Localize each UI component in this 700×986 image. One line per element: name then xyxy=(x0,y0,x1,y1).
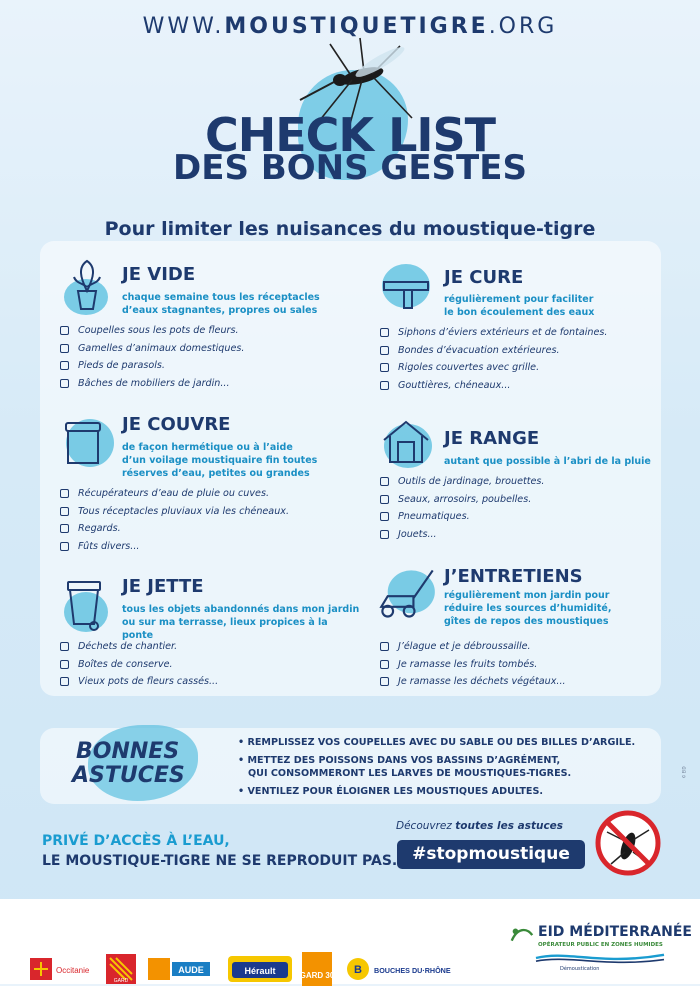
list-item[interactable]: Récupérateurs d’eau de pluie ou cuves. xyxy=(60,485,289,503)
list-item[interactable]: Siphons d’éviers extérieurs et de fontaines. xyxy=(380,324,607,342)
logo-occitanie xyxy=(30,958,100,980)
checkbox[interactable] xyxy=(60,677,69,686)
checkbox[interactable] xyxy=(380,477,389,486)
list-item[interactable]: Pneumatiques. xyxy=(380,508,544,526)
section-je-jette xyxy=(60,572,360,692)
no-mosquito-icon xyxy=(595,810,661,876)
list-item[interactable]: Outils de jardinage, brouettes. xyxy=(380,473,544,491)
checkbox[interactable] xyxy=(380,677,389,686)
section-heading: JE RANGE xyxy=(444,428,540,449)
tips-title-line2: ASTUCES xyxy=(72,763,185,788)
checkbox[interactable] xyxy=(60,660,69,669)
section-j-entretiens xyxy=(374,564,664,694)
list-item[interactable]: Je ramasse les fruits tombés. xyxy=(380,656,566,674)
trash-bin-icon xyxy=(60,572,116,636)
water-tank-icon xyxy=(60,410,116,472)
checkbox[interactable] xyxy=(380,381,389,390)
potted-plant-icon xyxy=(60,254,116,316)
tagline-line1: PRIVÉ D’ACCÈS À L’EAU, xyxy=(42,833,230,849)
list-item[interactable]: Rigoles couvertes avec grille. xyxy=(380,359,607,377)
checkbox[interactable] xyxy=(380,530,389,539)
garden-shed-icon xyxy=(380,416,436,472)
list-item[interactable]: Bondes d’évacuation extérieures. xyxy=(380,342,607,360)
list-item[interactable]: Gamelles d’animaux domestiques. xyxy=(60,340,244,358)
checkbox[interactable] xyxy=(380,328,389,337)
checklist xyxy=(60,485,289,555)
eid-subtitle: OPÉRATEUR PUBLIC EN ZONES HUMIDES xyxy=(538,942,663,948)
checkbox[interactable] xyxy=(380,512,389,521)
list-item[interactable]: Boîtes de conserve. xyxy=(60,656,218,674)
section-je-range xyxy=(380,416,660,556)
section-je-couvre xyxy=(60,410,360,560)
checklist xyxy=(60,322,244,392)
checkbox[interactable] xyxy=(60,326,69,335)
checkbox[interactable] xyxy=(60,489,69,498)
image-credit: © EID xyxy=(681,766,687,779)
list-item[interactable]: Fûts divers... xyxy=(60,538,289,556)
list-item[interactable]: Gouttières, chéneaux... xyxy=(380,377,607,395)
list-item[interactable]: Déchets de chantier. xyxy=(60,638,218,656)
list-item[interactable]: Vieux pots de fleurs cassés... xyxy=(60,673,218,691)
checkbox[interactable] xyxy=(60,642,69,651)
discover-text: Découvrez toutes les astuces xyxy=(396,820,564,832)
section-description: de façon hermétique ou à l’aide d’un voilage moustiquaire fin toutes réserves d’eau, petites ou grandes xyxy=(122,442,318,479)
section-heading: J’ENTRETIENS xyxy=(444,566,583,587)
checklist xyxy=(380,638,566,691)
svg-text:BOUCHES DU·RHÔNE: BOUCHES DU·RHÔNE xyxy=(374,966,451,975)
list-item[interactable]: J’élague et je débroussaille. xyxy=(380,638,566,656)
section-description: régulièrement mon jardin pour réduire les sources d’humidité, gîtes de repos des moustiques xyxy=(444,590,612,627)
list-item[interactable]: Je ramasse les déchets végétaux... xyxy=(380,673,566,691)
section-heading: JE VIDE xyxy=(122,264,196,285)
lawn-mower-icon xyxy=(374,564,440,624)
list-item[interactable]: Regards. xyxy=(60,520,289,538)
checkbox[interactable] xyxy=(380,660,389,669)
list-item[interactable]: Seaux, arrosoirs, poubelles. xyxy=(380,491,544,509)
list-item[interactable]: Pieds de parasols. xyxy=(60,357,244,375)
checklist xyxy=(60,638,218,691)
svg-text:GARD: GARD xyxy=(113,978,129,984)
checkbox[interactable] xyxy=(60,379,69,388)
svg-text:Hérault: Hérault xyxy=(244,966,276,976)
section-je-cure xyxy=(380,260,660,400)
site-url[interactable]: WWW.MOUSTIQUETIGRE.ORG xyxy=(142,14,558,39)
page-subtitle: Pour limiter les nuisances du moustique-tigre xyxy=(104,218,596,240)
list-item[interactable]: Coupelles sous les pots de fleurs. xyxy=(60,322,244,340)
svg-text:B: B xyxy=(354,964,362,976)
logo-gard xyxy=(106,954,136,984)
logo-herault xyxy=(228,956,292,982)
section-heading: JE CURE xyxy=(444,267,524,288)
logo-aude xyxy=(148,958,210,980)
tips-badge xyxy=(70,725,220,795)
section-heading: JE JETTE xyxy=(122,576,204,597)
section-description: chaque semaine tous les réceptacles d’eaux stagnantes, propres ou sales xyxy=(122,292,320,316)
section-heading: JE COUVRE xyxy=(122,414,231,435)
tip-item: • REMPLISSEZ VOS COUPELLES AVEC DU SABLE OU DES BILLES D’ARGILE. xyxy=(238,737,636,748)
checklist xyxy=(380,473,544,543)
section-description: tous les objets abandonnés dans mon jardin ou sur ma terrasse, lieux propices à la ponte xyxy=(122,604,360,641)
checkbox[interactable] xyxy=(380,495,389,504)
logo-gard-30 xyxy=(299,952,335,986)
checkbox[interactable] xyxy=(380,363,389,372)
page-title: CHECK LIST xyxy=(204,108,496,162)
list-item[interactable]: Bâches de mobiliers de jardin... xyxy=(60,375,244,393)
checkbox[interactable] xyxy=(60,361,69,370)
tip-item: • METTEZ DES POISSONS DANS VOS BASSINS D’AGRÉMENT, QUI CONSOMMERONT LES LARVES DE MOUSTIQUES-TIGRES. xyxy=(238,755,572,779)
section-je-vide xyxy=(60,254,360,404)
checkbox[interactable] xyxy=(60,524,69,533)
tagline-line2: LE MOUSTIQUE-TIGRE NE SE REPRODUIT PAS. xyxy=(42,853,398,869)
eid-tagline: Démoustication xyxy=(560,966,600,972)
list-item[interactable]: Jouets... xyxy=(380,526,544,544)
checkbox[interactable] xyxy=(60,507,69,516)
checkbox[interactable] xyxy=(380,642,389,651)
checkbox[interactable] xyxy=(60,344,69,353)
page-title-line2: DES BONS GESTES xyxy=(173,148,527,188)
eid-logo-mark xyxy=(508,922,536,950)
tip-item: • VENTILEZ POUR ÉLOIGNER LES MOUSTIQUES ADULTES. xyxy=(238,786,544,797)
section-description: régulièrement pour faciliter le bon écoulement des eaux xyxy=(444,294,595,318)
eid-wave xyxy=(520,950,680,966)
hashtag-button[interactable]: #stopmoustique xyxy=(397,840,585,869)
tips-list xyxy=(238,736,635,803)
eid-title: EID MÉDITERRANÉE xyxy=(538,924,692,940)
list-item[interactable]: Tous réceptacles pluviaux via les chéneaux. xyxy=(60,503,289,521)
checklist xyxy=(380,324,607,394)
gutter-icon xyxy=(380,260,436,316)
section-description: autant que possible à l’abri de la pluie xyxy=(444,456,651,467)
logo-bouches-du-rhone xyxy=(346,954,452,984)
svg-text:AUDE: AUDE xyxy=(178,965,204,975)
tips-title: BONNES xyxy=(76,739,180,764)
svg-text:GARD 30: GARD 30 xyxy=(299,971,335,980)
checkbox[interactable] xyxy=(60,542,69,551)
checkbox[interactable] xyxy=(380,346,389,355)
svg-text:Occitanie: Occitanie xyxy=(56,966,90,975)
